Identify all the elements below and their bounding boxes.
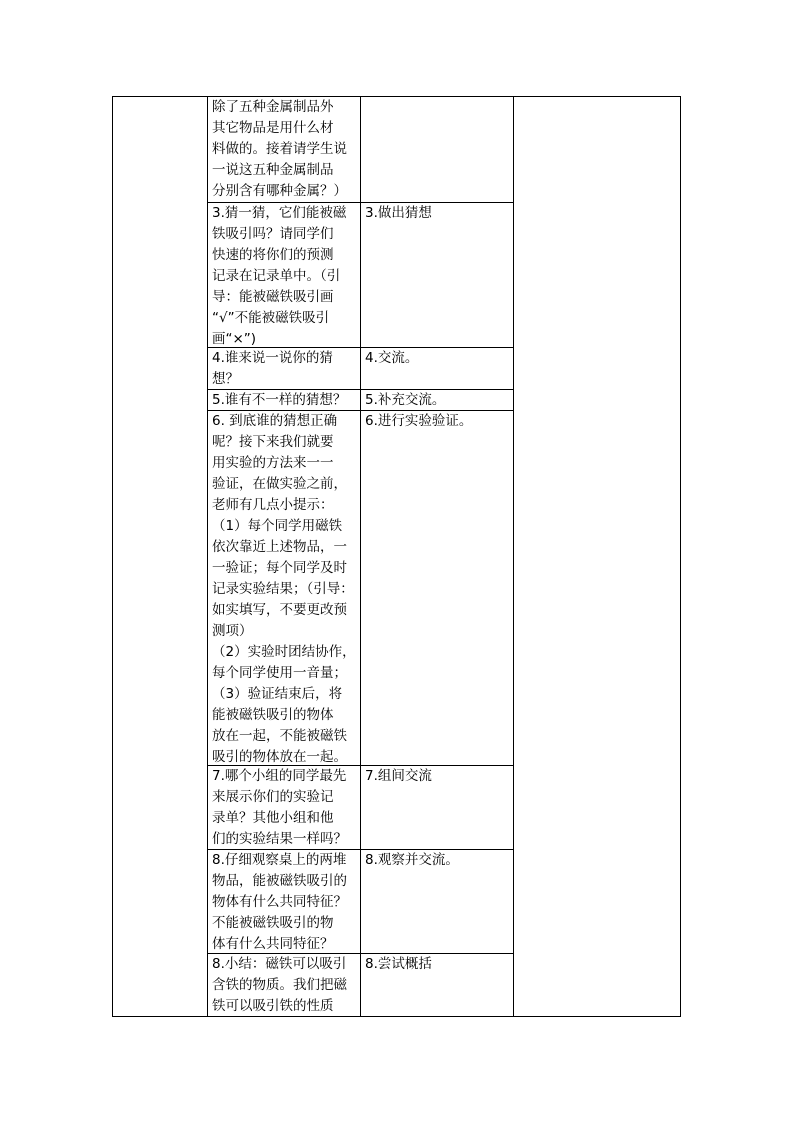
cell-text-line: “√”不能被磁铁吸引 xyxy=(212,310,330,326)
cell-text-line: 一说这五种金属制品 xyxy=(212,162,334,178)
cell-text-line: 放在一起，不能被磁铁 xyxy=(212,728,347,744)
teacher-activity-cell xyxy=(212,97,356,202)
cell-text-line: 记录在记录单中。（引 xyxy=(212,268,341,284)
cell-text-line: 铁吸引吗？请同学们 xyxy=(212,226,334,242)
cell-text-line: 含铁的物质。我们把磁 xyxy=(212,977,347,993)
teacher-activity-cell xyxy=(212,390,356,411)
cell-text-line: 录单？其他小组和他 xyxy=(212,810,334,826)
cell-text-line: 能被磁铁吸引的物体 xyxy=(212,707,334,723)
cell-text-line: 铁可以吸引铁的性质 xyxy=(212,998,334,1014)
cell-text-line: 其它物品是用什么材 xyxy=(212,120,334,136)
cell-text-line: 物品，能被磁铁吸引的 xyxy=(212,873,347,889)
cell-text-line: 老师有几点小提示： xyxy=(212,497,334,513)
cell-text-line: 测项） xyxy=(212,623,253,639)
cell-text-line: 8.尝试概括 xyxy=(365,956,432,972)
cell-text-line: 想？ xyxy=(212,371,239,387)
cell-text-line: 3.猜一猜，它们能被磁 xyxy=(212,205,347,221)
student-activity-cell xyxy=(365,390,510,411)
column-divider-3 xyxy=(513,97,514,1016)
teacher-activity-cell xyxy=(212,203,356,350)
cell-text-line: 8.仔细观察桌上的两堆 xyxy=(212,852,347,868)
cell-text-line: 8.小结：磁铁可以吸引 xyxy=(212,956,347,972)
cell-text-line: 物体有什么共同特征？ xyxy=(212,894,347,910)
cell-text-line: 3.做出猜想 xyxy=(365,205,432,221)
cell-text-line: 导：能被磁铁吸引画 xyxy=(212,289,334,305)
student-activity-cell xyxy=(365,850,510,871)
cell-text-line: 快速的将你们的预测 xyxy=(212,247,334,263)
cell-text-line: 5.补充交流。 xyxy=(365,392,446,408)
cell-text-line: 记录实验结果；（引导： xyxy=(212,581,354,597)
cell-text-line: （2）实验时团结协作， xyxy=(212,644,356,660)
cell-text-line: 体有什么共同特征？ xyxy=(212,936,334,952)
column-divider-1 xyxy=(207,97,208,1016)
student-activity-cell xyxy=(365,348,510,369)
cell-text-line: 除了五种金属制品外 xyxy=(212,99,334,115)
cell-text-line: 验证，在做实验之前， xyxy=(212,476,347,492)
cell-text-line: 来展示你们的实验记 xyxy=(212,789,334,805)
cell-text-line: 吸引的物体放在一起。 xyxy=(212,749,347,765)
teacher-activity-cell xyxy=(212,850,356,955)
cell-text-line: 依次靠近上述物品，一 xyxy=(212,539,347,555)
cell-text-line: 4.交流。 xyxy=(365,350,419,366)
cell-text-line: 呢？接下来我们就要 xyxy=(212,434,334,450)
cell-text-line: 料做的。接着请学生说 xyxy=(212,141,347,157)
cell-text-line: 用实验的方法来一一 xyxy=(212,455,334,471)
cell-text-line: 6. 到底谁的猜想正确 xyxy=(212,413,338,429)
cell-text-line: 们的实验结果一样吗？ xyxy=(212,831,347,847)
teacher-activity-cell xyxy=(212,766,356,850)
cell-text-line: 画“×”) xyxy=(212,331,257,347)
teacher-activity-cell xyxy=(212,411,356,768)
cell-text-line: 7.组间交流 xyxy=(365,768,432,784)
student-activity-cell xyxy=(365,203,510,224)
cell-text-line: 4.谁来说一说你的猜 xyxy=(212,350,333,366)
cell-text-line: 7.哪个小组的同学最先 xyxy=(212,768,347,784)
lesson-plan-table xyxy=(112,96,681,1017)
column-divider-2 xyxy=(360,97,361,1016)
teacher-activity-cell xyxy=(212,954,356,1017)
cell-text-line: （1）每个同学用磁铁 xyxy=(212,518,343,534)
cell-text-line: 分别含有哪种金属？） xyxy=(212,183,347,199)
student-activity-cell xyxy=(365,766,510,787)
cell-text-line: 6.进行实验验证。 xyxy=(365,413,473,429)
cell-text-line: （3）验证结束后，将 xyxy=(212,686,343,702)
teacher-activity-cell xyxy=(212,348,356,390)
cell-text-line: 不能被磁铁吸引的物 xyxy=(212,915,334,931)
cell-text-line: 5.谁有不一样的猜想？ xyxy=(212,392,347,408)
cell-text-line: 每个同学使用一音量； xyxy=(212,665,347,681)
cell-text-line: 一验证；每个同学及时 xyxy=(212,560,347,576)
student-activity-cell xyxy=(365,954,510,975)
student-activity-cell xyxy=(365,411,510,432)
cell-text-line: 8.观察并交流。 xyxy=(365,852,459,868)
cell-text-line: 如实填写，不要更改预 xyxy=(212,602,347,618)
